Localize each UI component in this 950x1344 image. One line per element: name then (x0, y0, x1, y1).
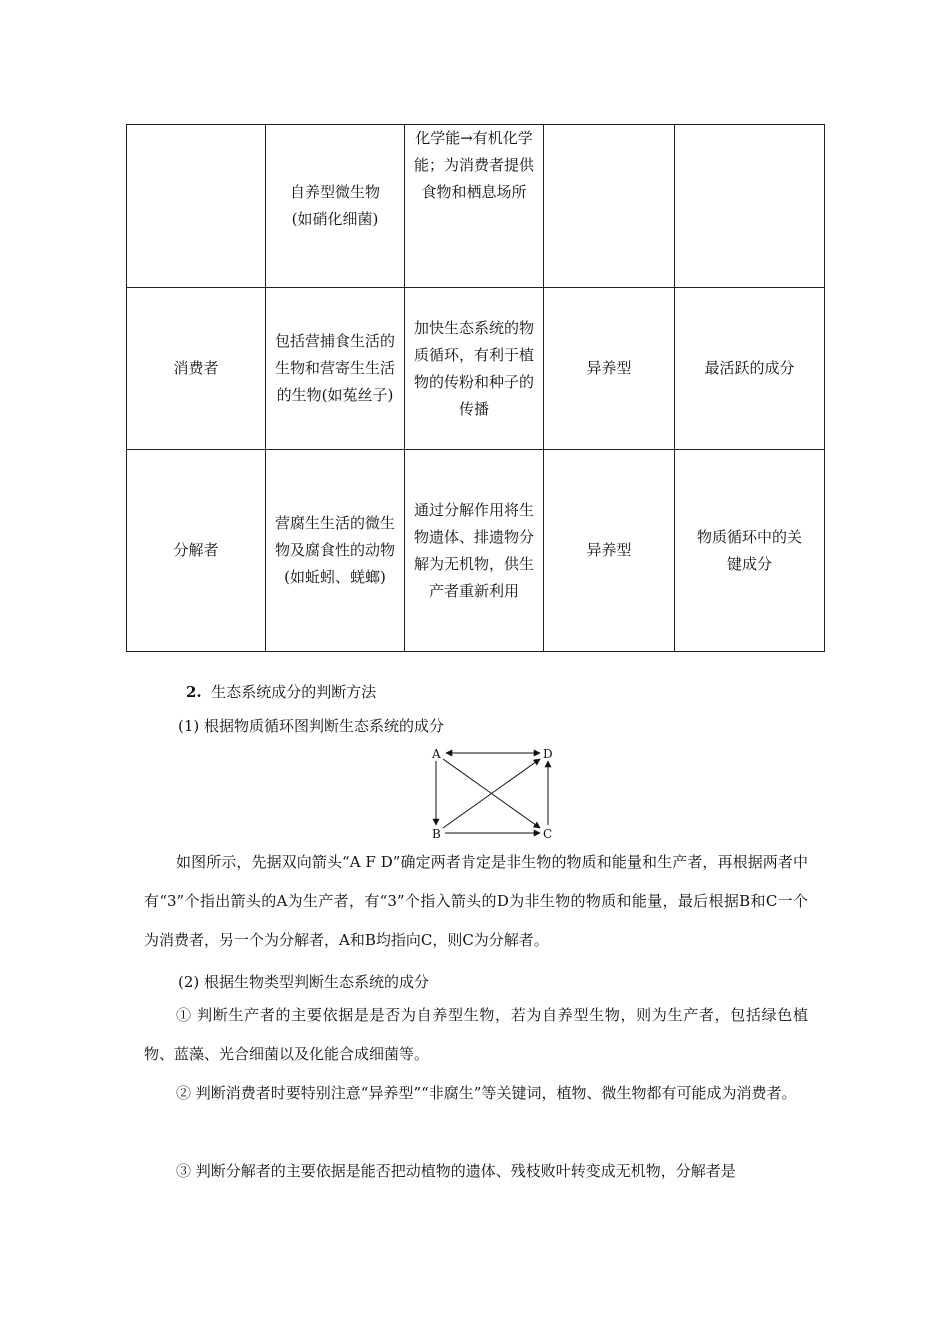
cell-role: 消费者 (127, 288, 266, 450)
section-heading (186, 682, 376, 702)
cell-status: 最活跃的成分 (675, 288, 825, 450)
cell-examples: 营腐生生活的微生物及腐食性的动物(如蚯蚓、蜣螂) (266, 450, 405, 652)
criterion-producer: ① 判断生产者的主要依据是是否为自养型生物，若为自养型生物，则为生产者，包括绿色植物、蓝藻、光合细菌以及化能合成细菌等。 (144, 1006, 808, 1063)
table-row (127, 450, 825, 652)
subsection-heading-2: (2) 根据生物类型判断生态系统的成分 (178, 973, 430, 991)
cell-function-text: 化学能→有机化学能；为消费者提供食物和栖息场所 (413, 129, 534, 201)
cell-function: 加快生态系统的物质循环，有利于植物的传粉和种子的传播 (405, 288, 544, 450)
section-title: 生态系统成分的判断方法 (211, 683, 377, 701)
table-row (127, 288, 825, 450)
cell-function (405, 125, 544, 288)
ecosystem-components-table (126, 124, 825, 652)
node-d: D (543, 747, 553, 761)
cell-examples (266, 125, 405, 288)
material-cycle-diagram (424, 744, 560, 842)
cell-nutrition: 异养型 (544, 288, 675, 450)
cell-nutrition (544, 125, 675, 288)
criterion-decomposer: ③ 判断分解者的主要依据是能否把动植物的遗体、残枝败叶转变成无机物，分解者是 (176, 1162, 736, 1180)
cell-status-text: 物质循环中的关键成分 (697, 527, 803, 573)
cell-examples-text: 自养型微生物(如硝化细菌) (289, 183, 380, 228)
cell-function: 通过分解作用将生物遗体、排遗物分解为无机物，供生产者重新利用 (405, 450, 544, 652)
criterion-consumer: ② 判断消费者时要特别注意“异养型”“非腐生”等关键词，植物、微生物都有可能成为消费者。 (176, 1084, 797, 1102)
cell-status (675, 125, 825, 288)
diagram-explanation: 如图所示，先据双向箭头“A F D”确定两者肯定是非生物的物质和能量和生产者，再根据两者中有“3”个指出箭头的A为生产者，有“3”个指入箭头的D为非生物的物质和能量，最后根据B和C一个为消费者，另一个为分解者，A和B均指向C，则C为分解者。 (144, 853, 808, 949)
section-number: 2. (186, 683, 202, 701)
node-a: A (432, 747, 441, 761)
cell-examples: 包括营捕食生活的生物和营寄生生活的生物(如菟丝子) (266, 288, 405, 450)
cell-role: 分解者 (127, 450, 266, 652)
cell-role (127, 125, 266, 288)
node-b: B (432, 827, 441, 841)
subsection-heading-1: (1) 根据物质循环图判断生态系统的成分 (178, 717, 445, 735)
table-row (127, 125, 825, 288)
cell-nutrition: 异养型 (544, 450, 675, 652)
node-c: C (543, 827, 553, 841)
cell-status (675, 450, 825, 652)
